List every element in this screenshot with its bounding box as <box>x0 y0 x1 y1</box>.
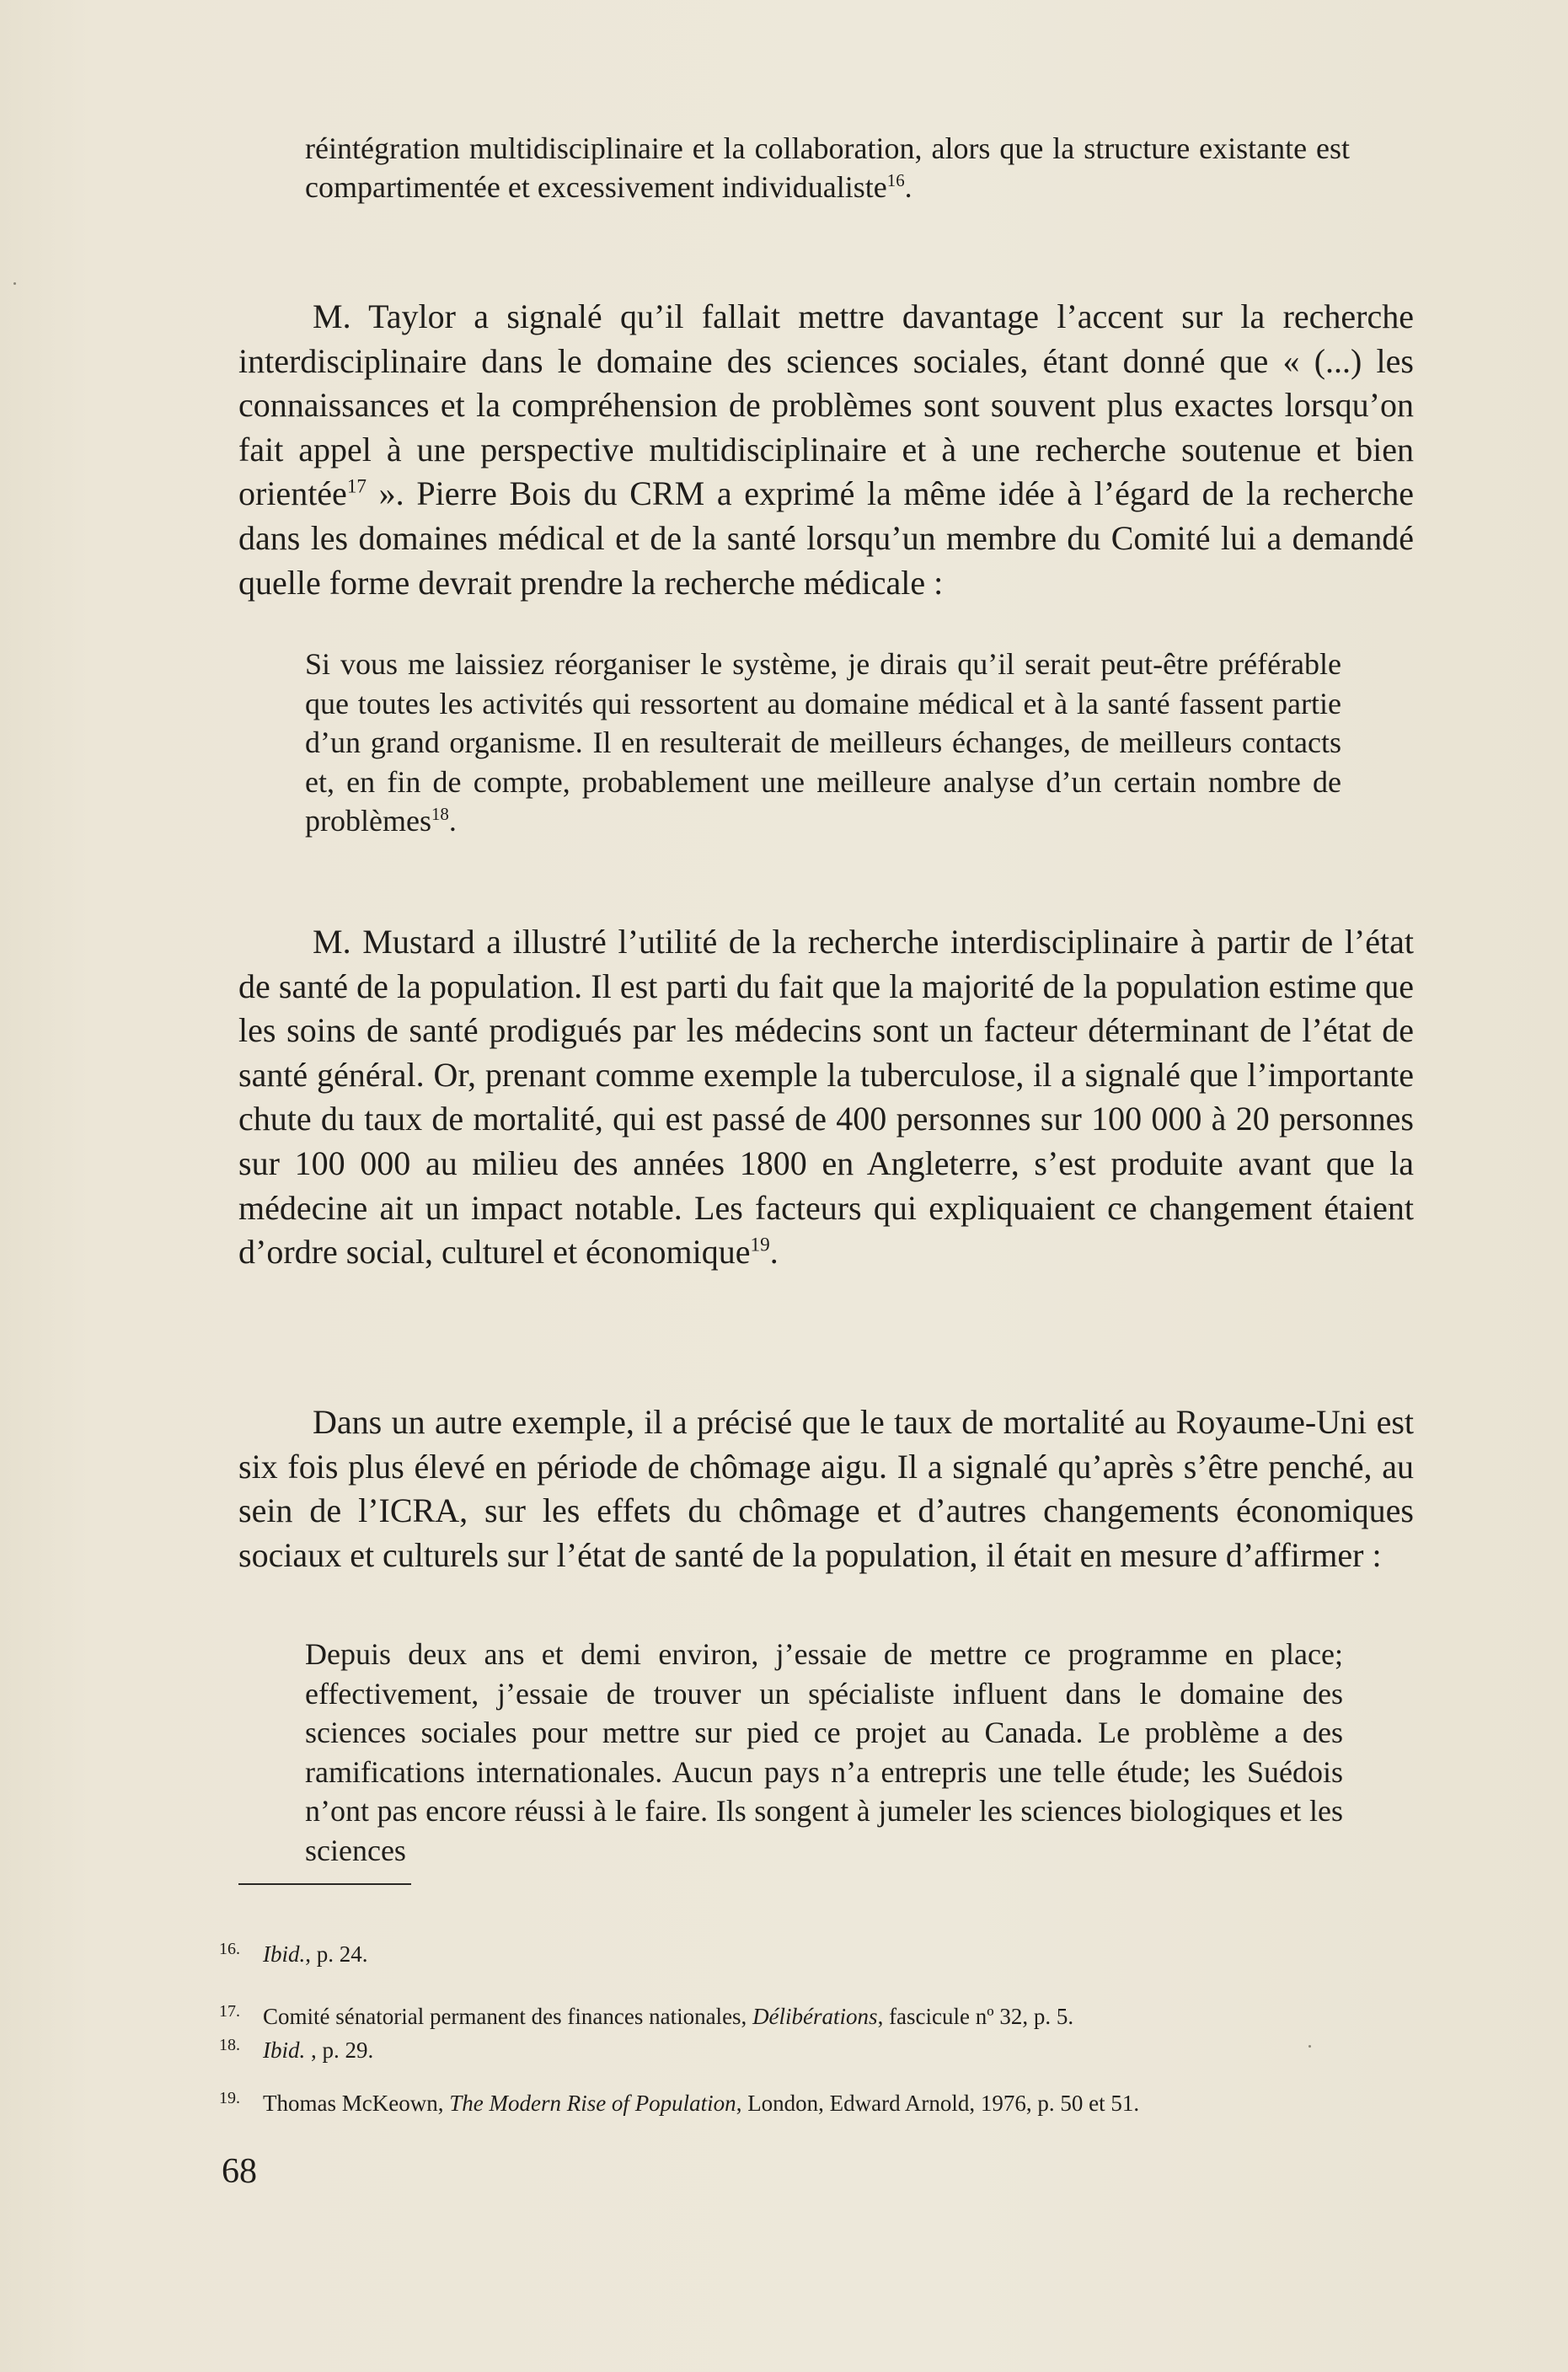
page-number: 68 <box>222 2152 257 2191</box>
footnote-17: 17. Comité sénatorial permanent des finances nationales, Délibérations, fascicule nº 32, p. 5. <box>219 2002 1074 2029</box>
quote-2-text: Depuis deux ans et demi environ, j’essaie de mettre ce programme en place; effectivement, j’essaie de trouver un spécialiste influent dans le domaine des sciences sociales pour mettre sur pied ce projet au Canada. Le problème a des ramifications internationales. Aucun pays n’a entrepris une telle étude; les Suédois n’ont pas encore réussi à le faire. Ils songent à jumeler les sciences biologiques et les sciences <box>305 1637 1343 1867</box>
footnote-19: 19. Thomas McKeown, The Modern Rise of Population, London, Edward Arnold, 1976, p. 50 et 51. <box>219 2089 1140 2116</box>
footnote-ref-16[interactable]: 16 <box>886 170 905 191</box>
footnote-ref-18[interactable]: 18 <box>431 804 449 825</box>
paragraph-4 <box>238 1400 1414 1577</box>
paragraph-4-text: Dans un autre exemple, il a précisé que le taux de mortalité au Royaume-Uni est six fois plus élevé en période de chômage aigu. Il a signalé qu’après s’être penché, au sein de l’ICRA, sur les effets du chômage et d’autres changements économiques sociaux et culturels sur l’état de santé de la population, il était en mesure d’affirmer : <box>238 1403 1414 1574</box>
paper-speck <box>1308 2045 1311 2048</box>
paragraph-3-text: M. Mustard a illustré l’utilité de la recherche interdisciplinaire à partir de l’état de santé de la population. Il est parti du fait que la majorité de la population estime que les soins de santé prodigués par les médecins sont un facteur déterminant de l’état de santé général. Or, prenant comme exemple la tuberculose, il a signalé que l’importante chute du taux de mortalité, qui est passé de 400 personnes sur 100 000 à 20 personnes sur 100 000 au milieu des années 1800 en Angleterre, s’est produite avant que la médecine ait un impact notable. Les facteurs qui expliquaient ce changement étaient d’ordre social, culturel et économique <box>238 923 1414 1272</box>
paragraph-1: réintégration multidisciplinaire et la collaboration, alors que la structure existante est compartimentée et excessivement individualiste$^{16}$. <box>305 131 1350 204</box>
paragraph-3: M. Mustard a illustré l’utilité de la recherche interdisciplinaire à partir de l’état de santé de la population. Il est parti du fait que la majorité de la population estime que les soins de santé prodigués par les médecins sont un facteur déterminant de l’état de santé général. Or, prenant comme exemple la tuberculose, il a signalé que l’importante chute du taux de mortalité, qui est passé de 400 personnes sur 100 000 à 20 personnes sur 100 000 au milieu des années 1800 en Angleterre, s’est produite avant que la médecine ait un impact notable. Les facteurs qui expliquaient ce changement étaient d’ordre social, culturel et économique$^{19}$. <box>238 923 1414 1272</box>
quote-1-text: Si vous me laissiez réorganiser le système, je dirais qu’il serait peut-être préférable que toutes les activités qui ressortent au domaine médical et à la santé fassent partie d’un grand organisme. Il en resulterait de meilleurs échanges, de meilleurs contacts et, en fin de compte, probablement une meilleure analyse d’un certain nombre de problèmes <box>305 647 1341 838</box>
footnote-divider <box>238 1883 411 1885</box>
footnote-ref-17[interactable]: 17 <box>346 476 367 498</box>
block-quote-1: Si vous me laissiez réorganiser le système, je dirais qu’il serait peut-être préférable que toutes les activités qui ressortent au domaine médical et à la santé fassent partie d’un grand organisme. Il en resulterait de meilleurs échanges, de meilleurs contacts et, en fin de compte, probablement une meilleure analyse d’un certain nombre de problèmes$^{18}$. <box>305 647 1341 838</box>
footnote-18: 18. Ibid. , p. 29. <box>219 2036 374 2063</box>
block-quote-2 <box>305 1635 1343 1870</box>
paragraph-2-text: M. Taylor a signalé qu’il fallait mettre davantage l’accent sur la recherche interdisciplinaire dans le domaine des sciences sociales, étant donné que « (...) les connaissances et la compréhension de problèmes sont souvent plus exactes lorsqu’on fait appel à une perspective multidisciplinaire et à une recherche soutenue et bien orientée <box>238 297 1414 513</box>
paragraph-2: M. Taylor a signalé qu’il fallait mettre davantage l’accent sur la recherche interdisciplinaire dans le domaine des sciences sociales, étant donné que « (...) les connaissances et la compréhension de problèmes sont souvent plus exactes lorsqu’on fait appel à une perspective multidisciplinaire et à une recherche soutenue et bien orientée$^{17}$ ». Pierre Bois du CRM a exprimé la même idée à l’égard de la recherche dans les domaines médical et de la santé lorsqu’un membre du Comité lui a demandé quelle forme devrait prendre la recherche médicale : <box>238 297 1414 602</box>
paper-speck <box>13 282 16 285</box>
footnote-ref-19[interactable]: 19 <box>750 1234 770 1256</box>
footnote-16: 16. Ibid., p. 24. <box>219 1940 368 1967</box>
paragraph-1-text: réintégration multidisciplinaire et la collaboration, alors que la structure existante est compartimentée et excessivement individualiste <box>305 131 1350 204</box>
